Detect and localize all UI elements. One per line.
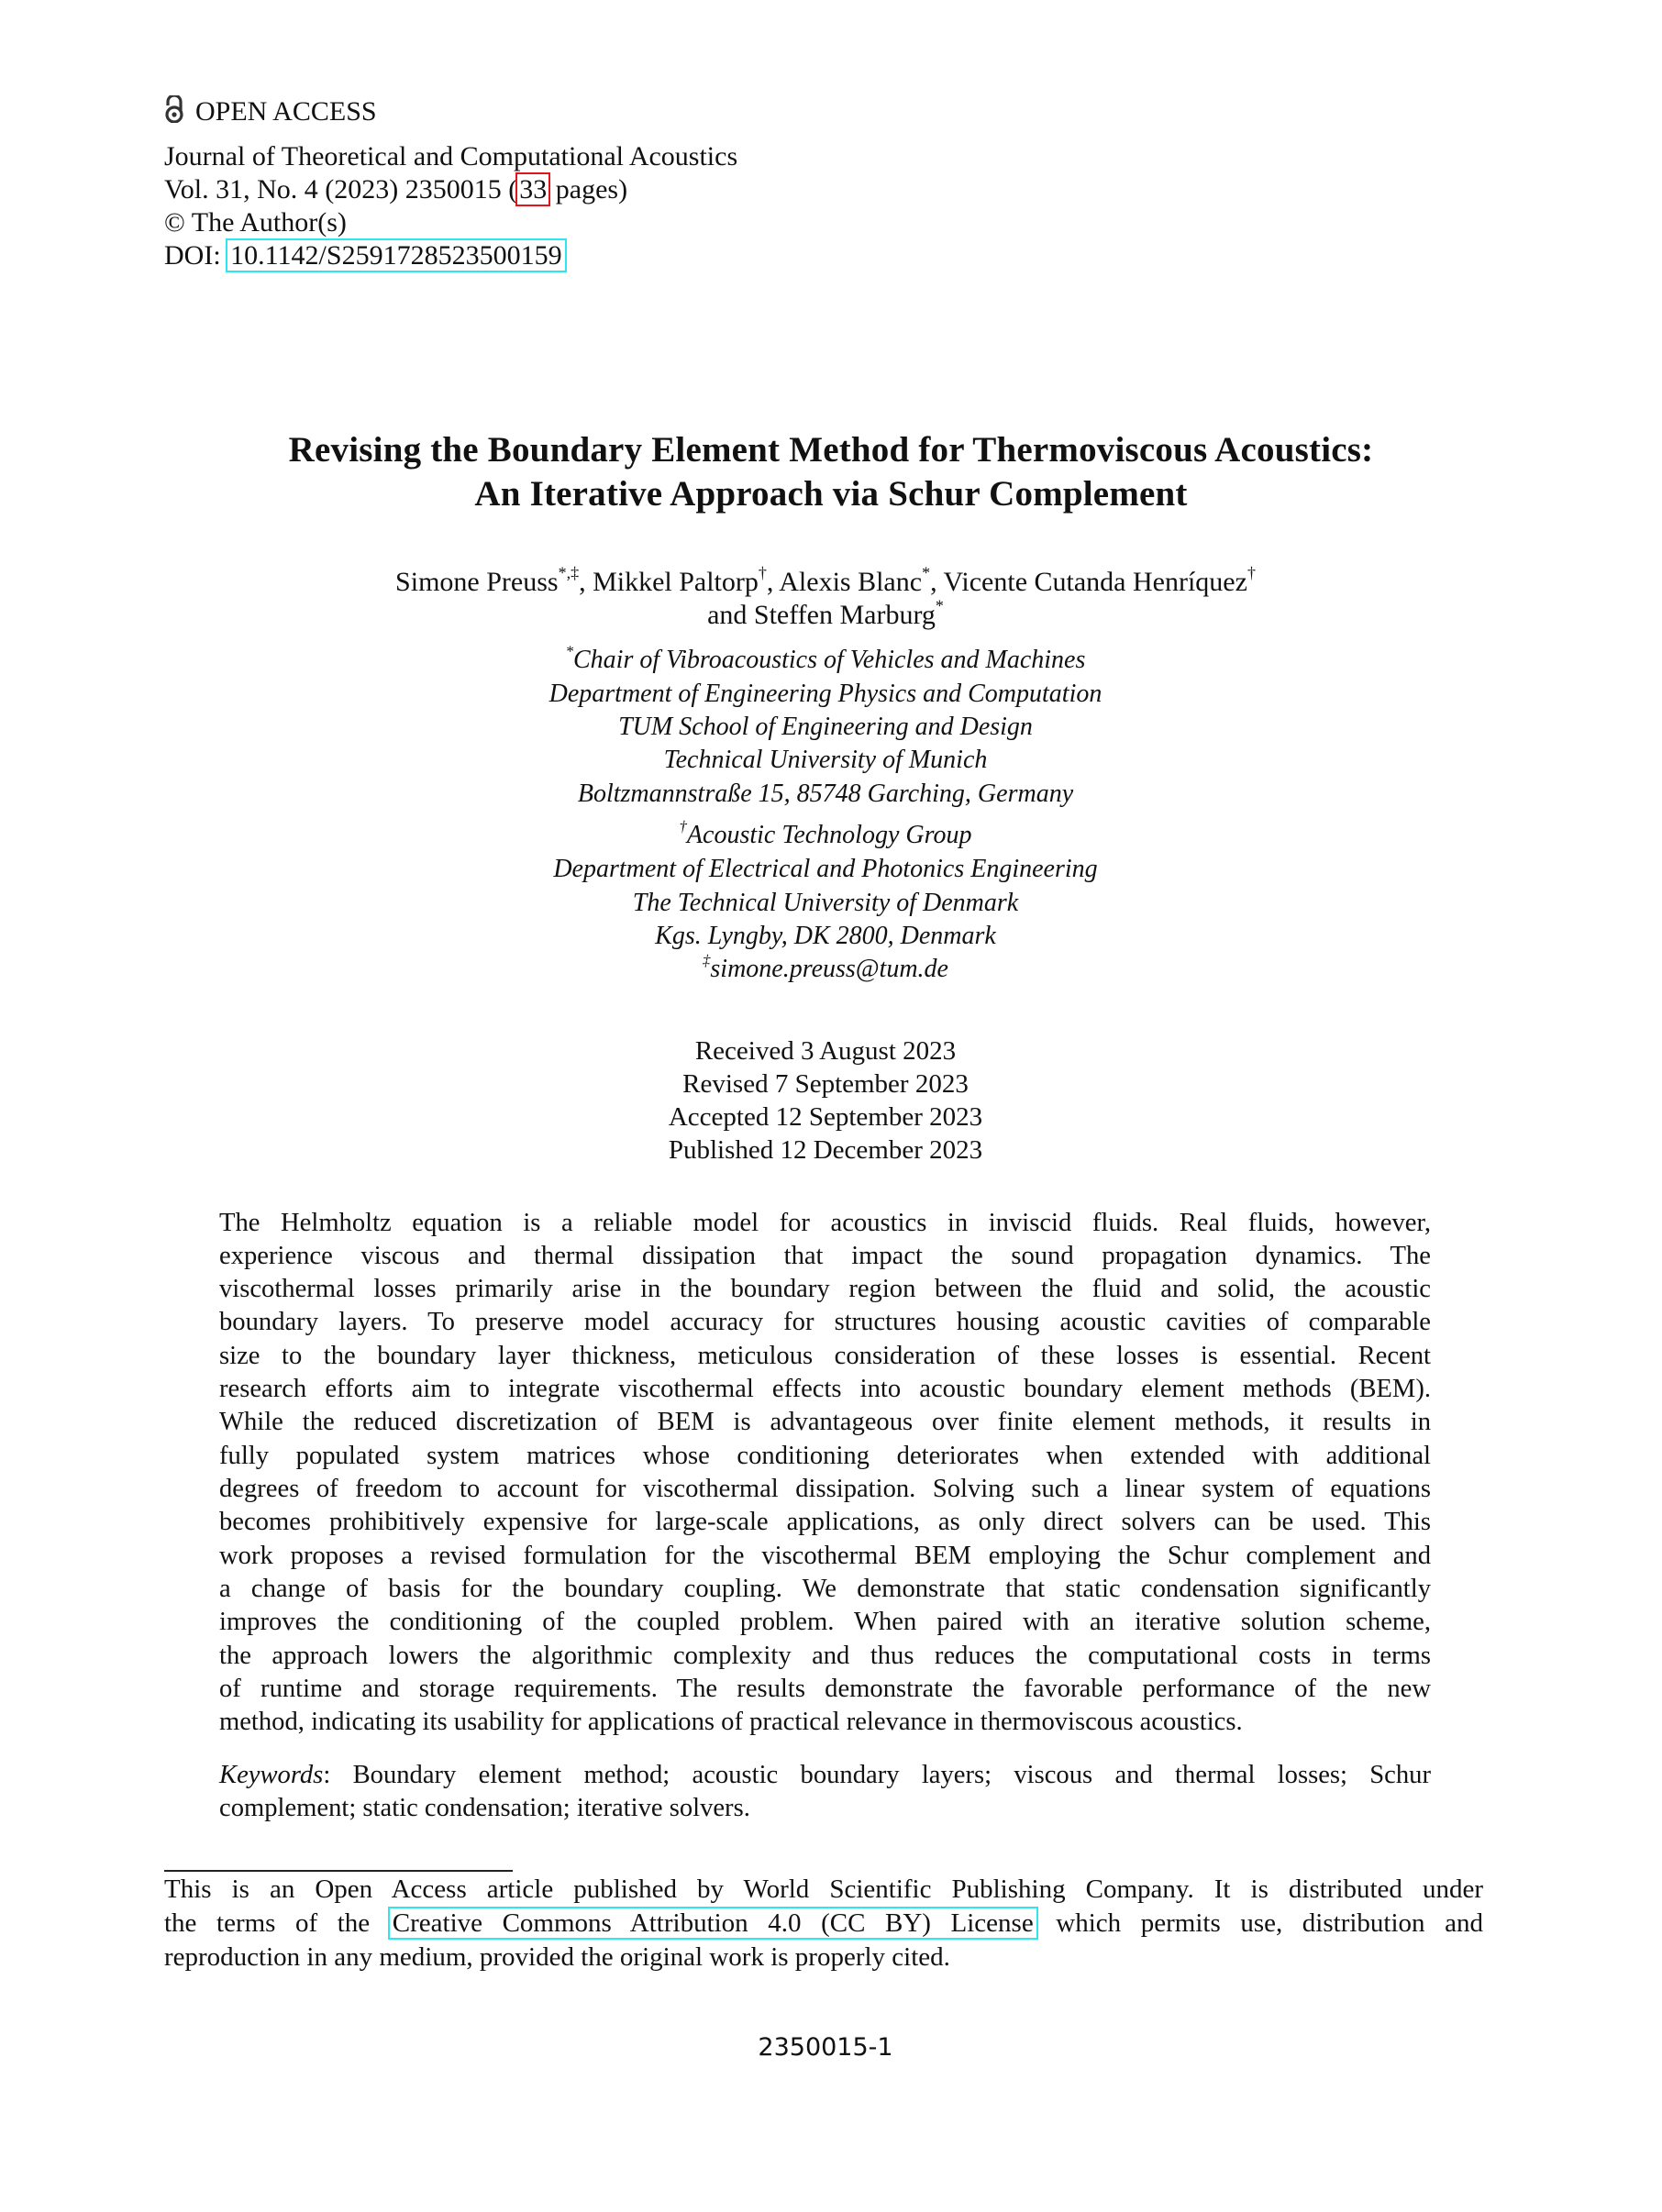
author-marks: * — [922, 563, 931, 582]
abstract-line: improves the conditioning of the coupled problem. When paired with an iterative solution scheme, — [219, 1608, 1431, 1636]
abstract-line: viscothermal losses primarily arise in the boundary region between the fluid and solid, the acoustic — [219, 1275, 1431, 1303]
journal-name: Journal of Theoretical and Computational Acoustics — [164, 141, 738, 171]
abstract-line: a change of basis for the boundary coupling. We demonstrate that static condensation significantly — [219, 1575, 1431, 1603]
author-marks: * — [935, 596, 944, 615]
affiliation-line — [0, 819, 1651, 852]
date-accepted: Accepted 12 September 2023 — [668, 1102, 983, 1132]
abstract-line: method, indicating its usability for applications of practical relevance in thermoviscous acoustics. — [219, 1708, 1243, 1736]
copyright: © The Author(s) — [164, 207, 347, 238]
email-line — [0, 953, 1651, 986]
page-number: 2350015-1 — [758, 2033, 893, 2062]
doi-line — [164, 239, 565, 272]
open-access-lock-icon — [164, 95, 184, 123]
author-name: Mikkel Paltorp — [593, 567, 759, 597]
doi-link[interactable]: 10.1142/S2591728523500159 — [227, 240, 564, 271]
affiliation-line — [0, 644, 1651, 677]
affiliation-line: Boltzmannstraße 15, 85748 Garching, Germany — [577, 780, 1074, 808]
abstract-line: The Helmholtz equation is a reliable model for acoustics in inviscid fluids. Real fluids, however, — [219, 1209, 1431, 1237]
volume-line — [164, 173, 627, 206]
affiliation-text: Chair of Vibroacoustics of Vehicles and Machines — [573, 646, 1086, 674]
author-list-line-1: Simone Preuss*,‡, Mikkel Paltorp†, Alexis Blanc*, Vicente Cutanda Henríquez† — [395, 563, 1256, 597]
footnote-text: the terms of the — [164, 1908, 390, 1938]
page-count-link[interactable]: 33 — [519, 174, 548, 205]
email-address: simone.preuss@tum.de — [710, 955, 948, 983]
paper-title-line-2: An Iterative Approach via Schur Complement — [474, 474, 1188, 514]
date-published: Published 12 December 2023 — [668, 1135, 983, 1165]
author-conjunction: and — [707, 600, 754, 630]
date-received: Received 3 August 2023 — [694, 1036, 957, 1066]
keywords-label: Keywords — [219, 1761, 324, 1789]
author-marks: *,‡ — [558, 563, 580, 582]
author-list-line-2 — [0, 596, 1651, 632]
abstract-line: degrees of freedom to account for viscothermal dissipation. Solving such a linear system of equations — [219, 1475, 1431, 1503]
footnote-line: This is an Open Access article published by World Scientific Publishing Company. It is distributed under — [164, 1875, 1483, 1904]
keywords-text: : Boundary element method; acoustic boundary layers; viscous and thermal losses; Schur — [323, 1761, 1431, 1789]
open-access-label: OPEN ACCESS — [195, 96, 377, 127]
affiliation-line: Kgs. Lyngby, DK 2800, Denmark — [655, 922, 996, 950]
author-marks: † — [758, 563, 767, 582]
abstract-line: work proposes a revised formulation for the viscothermal BEM employing the Schur complement and — [219, 1542, 1431, 1570]
abstract-line: While the reduced discretization of BEM is advantageous over finite element methods, it results in — [219, 1408, 1431, 1436]
affiliation-line: Technical University of Munich — [663, 746, 988, 774]
email-mark: ‡ — [703, 951, 711, 969]
volume-suffix: pages) — [548, 174, 628, 205]
footnote-line — [164, 1907, 1483, 1941]
abstract-line: boundary layers. To preserve model accuracy for structures housing acoustic cavities of comparable — [219, 1308, 1431, 1336]
abstract-line: the approach lowers the algorithmic complexity and thus reduces the computational costs in terms — [219, 1642, 1431, 1670]
cc-by-license-link[interactable]: Creative Commons Attribution 4.0 (CC BY) License — [390, 1908, 1036, 1938]
affiliation-line: Department of Engineering Physics and Computation — [548, 680, 1102, 708]
paper-title-line-1: Revising the Boundary Element Method for Thermoviscous Acoustics: — [288, 430, 1374, 470]
affiliation-line: The Technical University of Denmark — [632, 889, 1019, 917]
footnote-text: which permits use, distribution and — [1036, 1908, 1483, 1938]
author-name: Steffen Marburg — [753, 600, 936, 630]
footnote-line: reproduction in any medium, provided the original work is properly cited. — [164, 1942, 950, 1972]
affiliation-mark: * — [565, 642, 573, 660]
abstract-line: fully populated system matrices whose conditioning deteriorates when extended with additional — [219, 1442, 1431, 1470]
volume-info: Vol. 31, No. 4 (2023) 2350015 ( — [164, 174, 518, 205]
author-name: Simone Preuss — [395, 567, 559, 597]
author-name: Vicente Cutanda Henríquez — [943, 567, 1247, 597]
keywords-line-2: complement; static condensation; iterative solvers. — [219, 1794, 750, 1822]
date-revised: Revised 7 September 2023 — [682, 1069, 969, 1099]
abstract-line: experience viscous and thermal dissipation that impact the sound propagation dynamics. The — [219, 1242, 1431, 1270]
abstract-line: research efforts aim to integrate viscothermal effects into acoustic boundary element methods (BEM). — [219, 1375, 1431, 1403]
abstract-line: of runtime and storage requirements. The results demonstrate the favorable performance of the new — [219, 1675, 1431, 1703]
abstract-line: size to the boundary layer thickness, meticulous consideration of these losses is essential. Recent — [219, 1342, 1431, 1370]
keywords-line-1 — [219, 1759, 1431, 1792]
affiliation-line: TUM School of Engineering and Design — [618, 713, 1033, 741]
author-name: Alexis Blanc — [779, 567, 923, 597]
affiliation-line: Department of Electrical and Photonics Engineering — [553, 855, 1098, 883]
affiliation-mark: † — [679, 817, 687, 835]
doi-label: DOI: — [164, 240, 228, 271]
abstract-line: becomes prohibitively expensive for large-scale applications, as only direct solvers can be used. This — [219, 1508, 1431, 1536]
footnote-rule — [164, 1870, 513, 1872]
affiliation-text: Acoustic Technology Group — [686, 821, 972, 849]
open-access-line — [164, 95, 377, 128]
author-marks: † — [1246, 563, 1256, 582]
